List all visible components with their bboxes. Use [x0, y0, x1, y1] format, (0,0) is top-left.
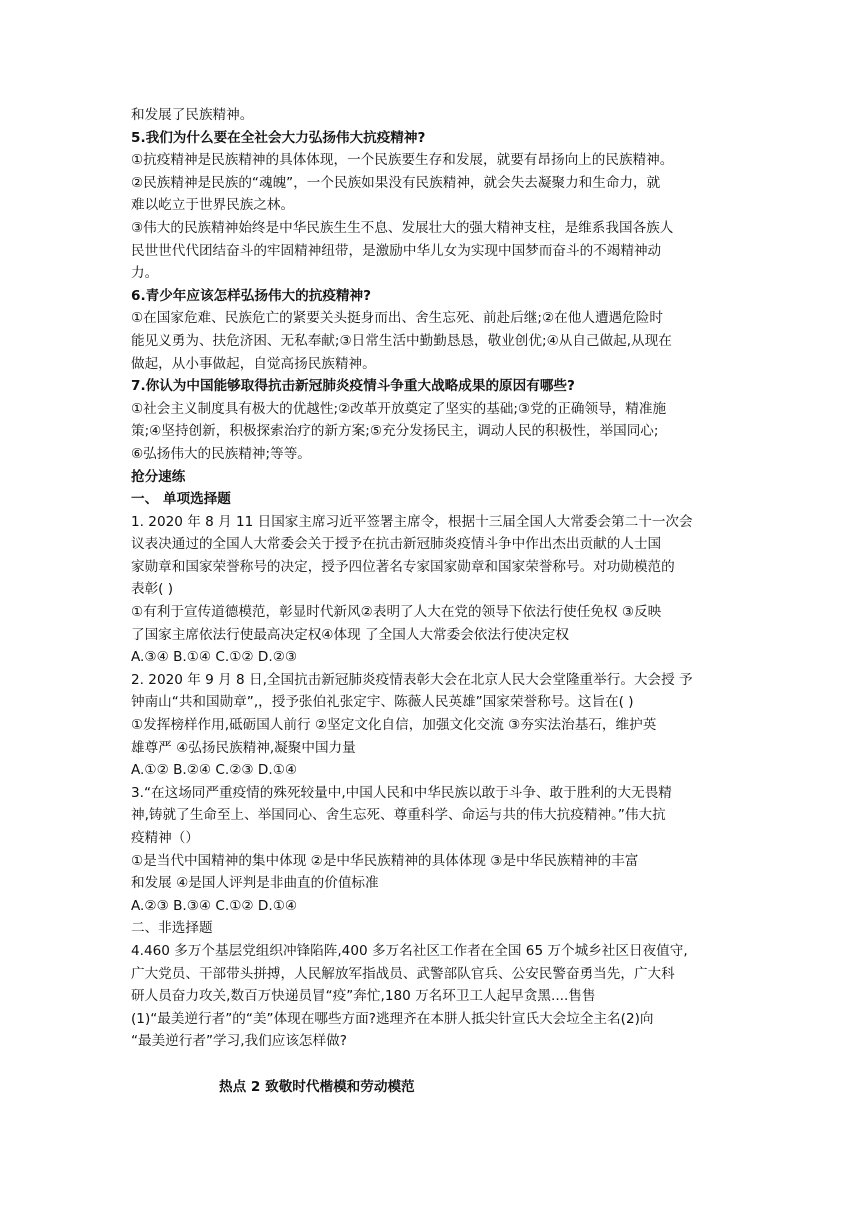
text-line: ⑥弘扬伟大的民族精神;等等。	[131, 445, 311, 462]
text-line: 策;④坚持创新，积极探索治疗的新方案;⑤充分发扬民主，调动人民的积极性，举国同心;	[131, 423, 659, 440]
text-line: 4.460 多万个基层党组织冲锋陷阵,400 多万名社区工作者在全国 65 万个城乡社区日夜值守,	[131, 942, 688, 959]
text-line: 民世世代代团结奋斗的牢固精神纽带，是激励中华儿女为实现中国梦而奋斗的不竭精神动	[131, 242, 662, 259]
text-line: ①发挥榜样作用,砥砺国人前行 ②坚定文化自信，加强文化交流 ③夯实法治基石，维护英	[131, 717, 657, 734]
text-line: 议表决通过的全国人大常委会关于授予在抗击新冠肺炎疫情斗争中作出杰出贡献的人士国	[131, 536, 662, 553]
question-heading: 一、 单项选择题	[131, 491, 231, 508]
text-line: A.③④ B.①④ C.①② D.②③	[131, 649, 298, 666]
text-line: “最美逆行者”学习,我们应该怎样做?	[131, 1033, 347, 1050]
text-line: 能见义勇为、扶危济困、无私奉献;③日常生活中勤勤恳恳，敬业创优;④从自己做起,从现在	[131, 332, 672, 349]
question-heading: 5.我们为什么要在全社会大力弘扬伟大抗疫精神?	[131, 129, 426, 146]
text-line: 钟南山“共和国勋章”,，授予张伯礼张定宇、陈薇人民英雄”国家荣誉称号。这旨在( )	[131, 694, 634, 711]
text-line: ①社会主义制度具有极大的优越性;②改革开放奠定了坚实的基础;③党的正确领导，精准施	[131, 400, 667, 417]
text-line: A.①② B.②④ C.②③ D.①④	[131, 762, 298, 779]
text-line: 雄尊严 ④弘扬民族精神,凝聚中国力量	[131, 739, 356, 756]
document-body	[131, 104, 731, 1053]
text-line: 和发展了民族精神。	[131, 107, 254, 123]
question-heading: 7.你认为中国能够取得抗击新冠肺炎疫情斗争重大战略成果的原因有哪些?	[131, 378, 575, 395]
text-line: 研人员奋力攻关,数百万快递员冒“疫”奔忙,180 万名环卫工人起早贪黑....售售	[131, 988, 596, 1005]
text-line: ①抗疫精神是民族精神的具体体现，一个民族要生存和发展，就要有昂扬向上的民族精神。	[131, 152, 674, 169]
text-line: ③伟大的民族精神始终是中华民族生生不息、发展壮大的强大精神支柱，是维系我国各族人	[131, 219, 674, 236]
text-line: 力。	[131, 265, 159, 282]
text-line: 广大党员、干部带头拼搏，人民解放军指战员、武警部队官兵、公安民警奋勇当先，广大科	[131, 965, 675, 982]
text-line: 难以屹立于世界民族之林。	[131, 197, 295, 214]
text-line: (1)“最美逆行者”的“美”体现在哪些方面?逃理齐在本胼人抵尖针宣氏大会垃全主名(2)向	[131, 1010, 654, 1027]
text-line: A.②③ B.③④ C.①② D.①④	[131, 897, 298, 914]
text-line: 1. 2020 年 8 月 11 日国家主席习近平签署主席令，根据十三届全国人大常委会第二十一次会	[131, 513, 693, 530]
text-line: 表彰( )	[131, 581, 174, 598]
text-line: ②民族精神是民族的“魂魄”，一个民族如果没有民族精神，就会失去凝聚力和生命力，就	[131, 174, 661, 191]
question-heading: 6.青少年应该怎样弘扬伟大的抗疫精神?	[131, 287, 372, 304]
text-line: 3.“在这场同严重疫情的殊死较量中,中国人民和中华民族以敢于斗争、敢于胜利的大无畏精	[131, 784, 672, 801]
text-line: 家勋章和国家荣誉称号的决定，授予四位著名专家国家勋章和国家荣誉称号。对功勋模范的	[131, 558, 675, 575]
text-line: ①是当代中国精神的集中体现 ②是中华民族精神的具体体现 ③是中华民族精神的丰富	[131, 852, 639, 869]
text-line: 二、非选择题	[131, 920, 213, 937]
text-line: 2. 2020 年 9 月 8 日,全国抗击新冠肺炎疫情表彰大会在北京人民大会堂隆重举行。大会授 予	[131, 671, 693, 688]
text-line: 做起，从小事做起，自觉高扬民族精神。	[131, 355, 376, 372]
text-line: ①有利于宣传道德模范，彰显时代新风②表明了人大在党的领导下依法行使任免权 ③反映	[131, 604, 662, 621]
text-line: 疫精神（）	[131, 830, 199, 846]
question-heading: 抢分速练	[131, 468, 186, 485]
text-line: 神,铸就了生命至上、举国同心、舍生忘死、尊重科学、命运与共的伟大抗疫精神。”伟大抗	[131, 807, 666, 824]
text-line: 和发展 ④是国人评判是非曲直的价值标准	[131, 875, 379, 892]
text-line: 了国家主席依法行使最高决定权④体现 了全国人大常委会依法行使决定权	[131, 626, 569, 643]
section-heading: 热点 2 致敬时代楷模和劳动模范	[219, 1079, 415, 1095]
text-line: ①在国家危难、民族危亡的紧要关头挺身而出、舍生忘死、前赴后继;②在他人遭遇危险时	[131, 310, 663, 327]
